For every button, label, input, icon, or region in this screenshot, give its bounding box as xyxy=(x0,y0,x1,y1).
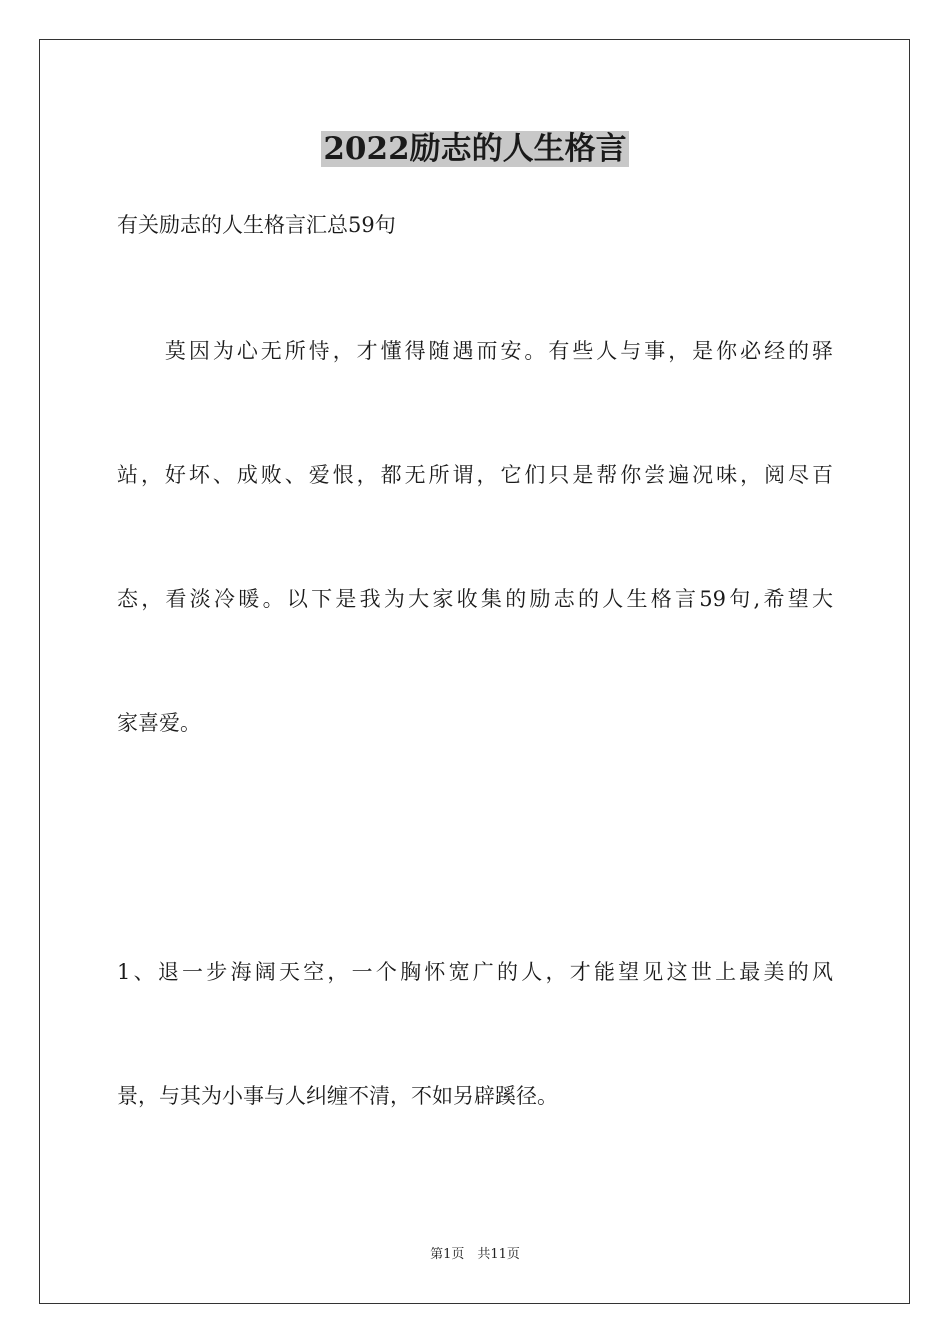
paragraph-2-line-1: 1、退一步海阔天空，一个胸怀宽广的人，才能望见这世上最美的风 xyxy=(117,960,833,984)
paragraph-2-line-2: 景，与其为小事与人纠缠不清，不如另辟蹊径。 xyxy=(117,1084,558,1108)
title-text: 2022励志的人生格言 xyxy=(323,131,627,167)
paragraph-1-line-3: 态，看淡冷暖。以下是我为大家收集的励志的人生格言59句,希望大 xyxy=(117,587,833,611)
document-subtitle: 有关励志的人生格言汇总59句 xyxy=(117,213,396,237)
page-footer: 第1页 共11页 xyxy=(430,1247,520,1262)
paragraph-1-line-2: 站，好坏、成败、爱恨，都无所谓，它们只是帮你尝遍况味，阅尽百 xyxy=(117,463,833,487)
paragraph-1-line-4: 家喜爱。 xyxy=(117,711,201,735)
paragraph-1-line-1: 莫因为心无所恃，才懂得随遇而安。有些人与事，是你必经的驿 xyxy=(117,339,833,363)
document-title xyxy=(0,128,950,170)
